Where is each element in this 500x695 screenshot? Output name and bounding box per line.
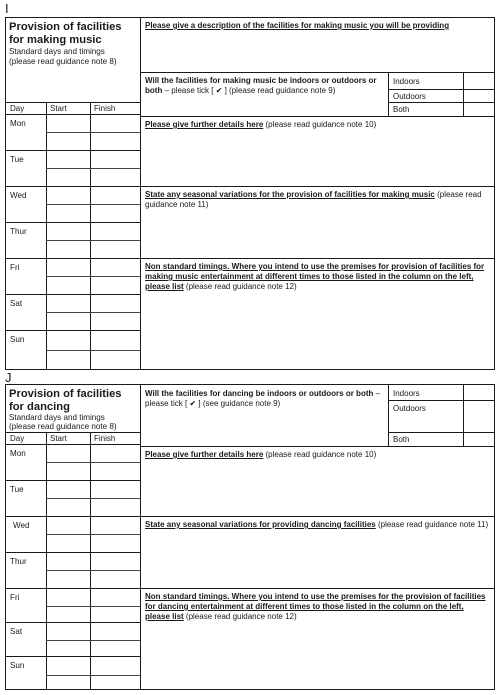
section-j-sun-start-input[interactable]	[47, 657, 89, 675]
section-i-day-tue: Tue	[10, 155, 24, 164]
section-j-indoors-tickbox[interactable]	[464, 385, 494, 400]
section-letter-i: I	[5, 1, 9, 16]
section-j-wed-start-input[interactable]	[47, 517, 89, 534]
section-i-indoors-question: Will the facilities for making music be indoors or outdoors or both – please tick [ ✔ ] (please read guidance note 9)	[145, 76, 377, 95]
section-j-thur-start-input[interactable]	[47, 553, 89, 570]
section-j-mon-start-input[interactable]	[47, 445, 89, 462]
section-j-guidance: (please read guidance note 8)	[9, 422, 117, 431]
section-i-title: Provision of facilities for making music	[9, 21, 122, 46]
section-i-cell-rule	[46, 204, 140, 205]
section-i-col-start: Start	[50, 104, 67, 113]
section-i-day-thur: Thur	[10, 227, 27, 236]
section-i-col-day: Day	[10, 104, 25, 113]
section-i-cell-rule	[46, 168, 140, 169]
section-i-thur-finish-input[interactable]	[91, 223, 139, 240]
section-i-header-top-rule	[5, 102, 140, 103]
section-i-nonstandard-field[interactable]	[141, 294, 494, 369]
section-i-cell-rule	[46, 312, 140, 313]
section-i-cell-rule	[46, 240, 140, 241]
section-j-details-question: Please give further details here (please read guidance note 10)	[145, 450, 377, 459]
section-i-indoors-tickbox[interactable]	[464, 73, 494, 89]
section-j-day-wed: Wed	[13, 521, 30, 530]
section-i-details-field[interactable]	[141, 132, 494, 186]
section-j-day-thur: Thur	[10, 557, 27, 566]
section-i-day-wed: Wed	[10, 191, 27, 200]
section-j-option-indoors: Indoors	[393, 389, 420, 398]
section-j-tue-finish-input[interactable]	[91, 481, 139, 498]
section-j-nonstandard-field[interactable]	[141, 624, 494, 689]
section-j-options-divider	[388, 384, 389, 446]
section-i-tue-finish-input[interactable]	[91, 151, 139, 168]
section-j-day-tue: Tue	[10, 485, 24, 494]
section-j-col-day: Day	[10, 434, 25, 443]
section-i-wed-finish-input[interactable]	[91, 187, 139, 204]
section-j-fri-finish-input[interactable]	[91, 589, 139, 606]
section-i-sun-start-input[interactable]	[47, 331, 89, 350]
section-j-sat-start-input[interactable]	[47, 623, 89, 640]
section-i-mon-start-input[interactable]	[47, 115, 89, 132]
section-i-day-mon: Mon	[10, 119, 26, 128]
section-i-options-divider	[388, 72, 389, 116]
section-j-header-top-rule	[5, 432, 140, 433]
section-j-option-both: Both	[393, 435, 410, 444]
section-j-day-fri: Fri	[10, 593, 20, 602]
section-j-indoors-question: Will the facilities for dancing be indoors or outdoors or both – please tick [ ✔ ] (see guidance note 9)	[145, 389, 381, 408]
section-j-sun-finish-input[interactable]	[91, 657, 139, 675]
section-j-seasonal-field[interactable]	[141, 542, 494, 588]
section-j-cell-rule	[46, 606, 140, 607]
section-i-option-indoors: Indoors	[393, 77, 420, 86]
section-j-tue-start-input[interactable]	[47, 481, 89, 498]
section-j-seasonal-question: State any seasonal variations for providing dancing facilities (please read guidance note 11)	[145, 520, 489, 529]
section-i-both-tickbox[interactable]	[464, 103, 494, 116]
section-i-cell-rule	[46, 132, 140, 133]
section-i-thur-start-input[interactable]	[47, 223, 89, 240]
section-j-day-sat: Sat	[10, 627, 23, 636]
section-j-both-tickbox[interactable]	[464, 433, 494, 446]
section-j-option-outdoors: Outdoors	[393, 404, 426, 413]
section-i-cell-rule	[46, 276, 140, 277]
section-i-tue-start-input[interactable]	[47, 151, 89, 168]
section-i-rule	[140, 116, 495, 117]
section-i-sat-finish-input[interactable]	[91, 295, 139, 312]
section-j-col-start: Start	[50, 434, 67, 443]
section-i-col-finish: Finish	[94, 104, 116, 113]
section-i-subtitle: Standard days and timings	[9, 47, 105, 56]
section-j-cell-rule	[46, 675, 140, 676]
section-i-description-question: Please give a description of the facilities for making music you will be providing	[145, 21, 450, 30]
section-i-rule	[140, 258, 495, 259]
section-i-option-outdoors: Outdoors	[393, 92, 426, 101]
section-j-cell-rule	[46, 498, 140, 499]
section-i-day-sun: Sun	[10, 335, 25, 344]
section-j-sat-finish-input[interactable]	[91, 623, 139, 640]
section-j-cell-rule	[46, 534, 140, 535]
section-i-outdoors-tickbox[interactable]	[464, 90, 494, 102]
section-i-option-both: Both	[393, 105, 410, 114]
section-j-outdoors-tickbox[interactable]	[464, 401, 494, 432]
section-j-wed-finish-input[interactable]	[91, 517, 139, 534]
section-i-nonstandard-question: Non standard timings. Where you intend to use the premises for provision of facilities for making music entertainment at different times to those listed in the column on the left, please list (please read guidance note 12)	[145, 262, 485, 291]
section-j-mon-finish-input[interactable]	[91, 445, 139, 462]
section-j-cell-rule	[46, 570, 140, 571]
section-i-seasonal-question: State any seasonal variations for the provision of facilities for making music (please read guidance note 11)	[145, 190, 482, 209]
section-i-rule	[140, 186, 495, 187]
section-i-cell-rule	[46, 350, 140, 351]
section-j-cell-rule	[46, 462, 140, 463]
section-j-col-finish: Finish	[94, 434, 116, 443]
section-j-cell-rule	[46, 640, 140, 641]
section-j-subtitle: Standard days and timings	[9, 413, 105, 422]
section-j-day-sun: Sun	[10, 661, 25, 670]
section-j-day-mon: Mon	[10, 449, 26, 458]
section-i-seasonal-field[interactable]	[141, 212, 494, 258]
section-i-mon-finish-input[interactable]	[91, 115, 139, 132]
section-j-nonstandard-question: Non standard timings. Where you intend to use the premises for the provision of facilities for dancing entertainment at different times to those listed in the column on the left, please list (please read guidance note 12)	[145, 592, 486, 621]
section-i-rule	[140, 72, 495, 73]
section-j-rule	[140, 446, 495, 447]
section-j-rule	[140, 588, 495, 589]
section-j-fri-start-input[interactable]	[47, 589, 89, 606]
section-i-details-question: Please give further details here (please read guidance note 10)	[145, 120, 377, 129]
section-i-guidance: (please read guidance note 8)	[9, 57, 117, 66]
section-i-sat-start-input[interactable]	[47, 295, 89, 312]
section-i-fri-start-input[interactable]	[47, 259, 89, 276]
section-i-day-fri: Fri	[10, 263, 20, 272]
section-j-rule	[140, 516, 495, 517]
section-i-fri-finish-input[interactable]	[91, 259, 139, 276]
section-i-description-field[interactable]	[141, 34, 494, 72]
section-i-day-sat: Sat	[10, 299, 23, 308]
section-i-wed-start-input[interactable]	[47, 187, 89, 204]
section-i-sun-finish-input[interactable]	[91, 331, 139, 350]
section-letter-j: J	[5, 370, 12, 385]
section-j-details-field[interactable]	[141, 462, 494, 516]
section-j-title: Provision of facilities for dancing	[9, 388, 122, 413]
section-j-thur-finish-input[interactable]	[91, 553, 139, 570]
